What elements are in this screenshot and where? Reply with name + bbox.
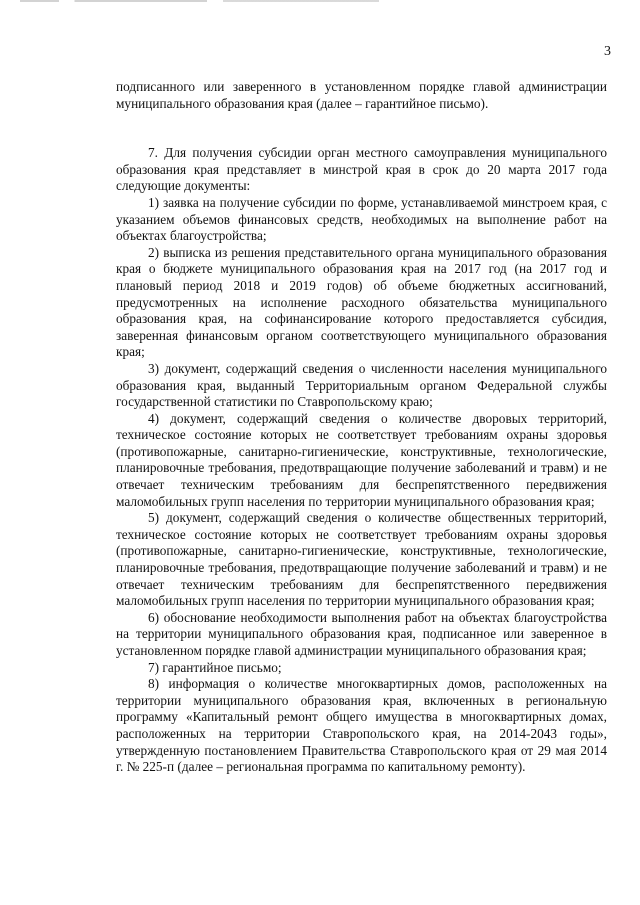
section-7-item-3: 3) документ, содержащий сведения о численности населения муниципального образования края, выданный Территориальным органом Федеральной службы государственной статистики по Ставропольскому краю; xyxy=(116,360,607,410)
intro-paragraph: подписанного или заверенного в установленном порядке главой администрации муниципального образования края (далее – гарантийное письмо). xyxy=(116,79,607,111)
section-7-lead-paragraph: 7. Для получения субсидии орган местного самоуправления муниципального образования края представляет в минстрой края в срок до 20 марта 2017 года следующие документы: xyxy=(116,145,607,194)
document-body xyxy=(116,79,607,776)
section-7-item-5: 5) документ, содержащий сведения о количестве общественных территорий, техническое состояние которых не соответствует требованиям охраны здоровья (противопожарные, санитарно-гигиенические, конструктивные, технологические, планировочные требования, предотвращающие получение заболеваний и травм) и не отвечает техническим требованиям для беспрепятственного передвижения маломобильных групп населения по территории муниципального образования края; xyxy=(116,510,607,609)
section-7-item-4: 4) документ, содержащий сведения о количестве дворовых территорий, техническое состояние которых не соответствует требованиям охраны здоровья (противопожарные, санитарно-гигиенические, конструктивные, технологические, планировочные требования, предотвращающие получение заболеваний и травм) и не отвечает техническим требованиям для беспрепятственного передвижения маломобильных групп населения по территории муниципального образования края; xyxy=(116,410,607,509)
section-7-item-1: 1) заявка на получение субсидии по форме, устанавливаемой минстроем края, с указанием объемов финансовых средств, необходимых на выполнение работ на объектах благоустройства; xyxy=(116,194,607,244)
scan-artifact-line xyxy=(20,0,410,2)
section-7-item-6: 6) обоснование необходимости выполнения работ на объектах благоустройства на территории муниципального образования края, подписанное или заверенное в установленном порядке главой администрации муниципального образования края; xyxy=(116,609,607,658)
section-7-item-7: 7) гарантийное письмо; xyxy=(148,659,282,675)
page-number: 3 xyxy=(604,44,611,59)
section-7-item-8: 8) информация о количестве многоквартирных домов, расположенных на территории муниципального образования края, включенных в региональную программу «Капитальный ремонт общего имущества в многоквартирных домах, расположенных на территории Ставропольского края, на 2014-2043 годы», утвержденную постановлением Правительства Ставропольского края от 29 мая 2014 г. № 225-п (далее – региональная программа по капитальному ремонту). xyxy=(116,676,607,775)
section-7-item-2: 2) выписка из решения представительного органа муниципального образования края о бюджете муниципального образования края на 2017 год (на 2017 год и плановый период 2018 и 2019 годов) об объеме бюджетных ассигнований, предусмотренных на исполнение расходного обязательства муниципального образования края, на софинансирование которого предоставляется субсидия, заверенная финансовым органом соответствующего муниципального образования края; xyxy=(116,244,607,360)
